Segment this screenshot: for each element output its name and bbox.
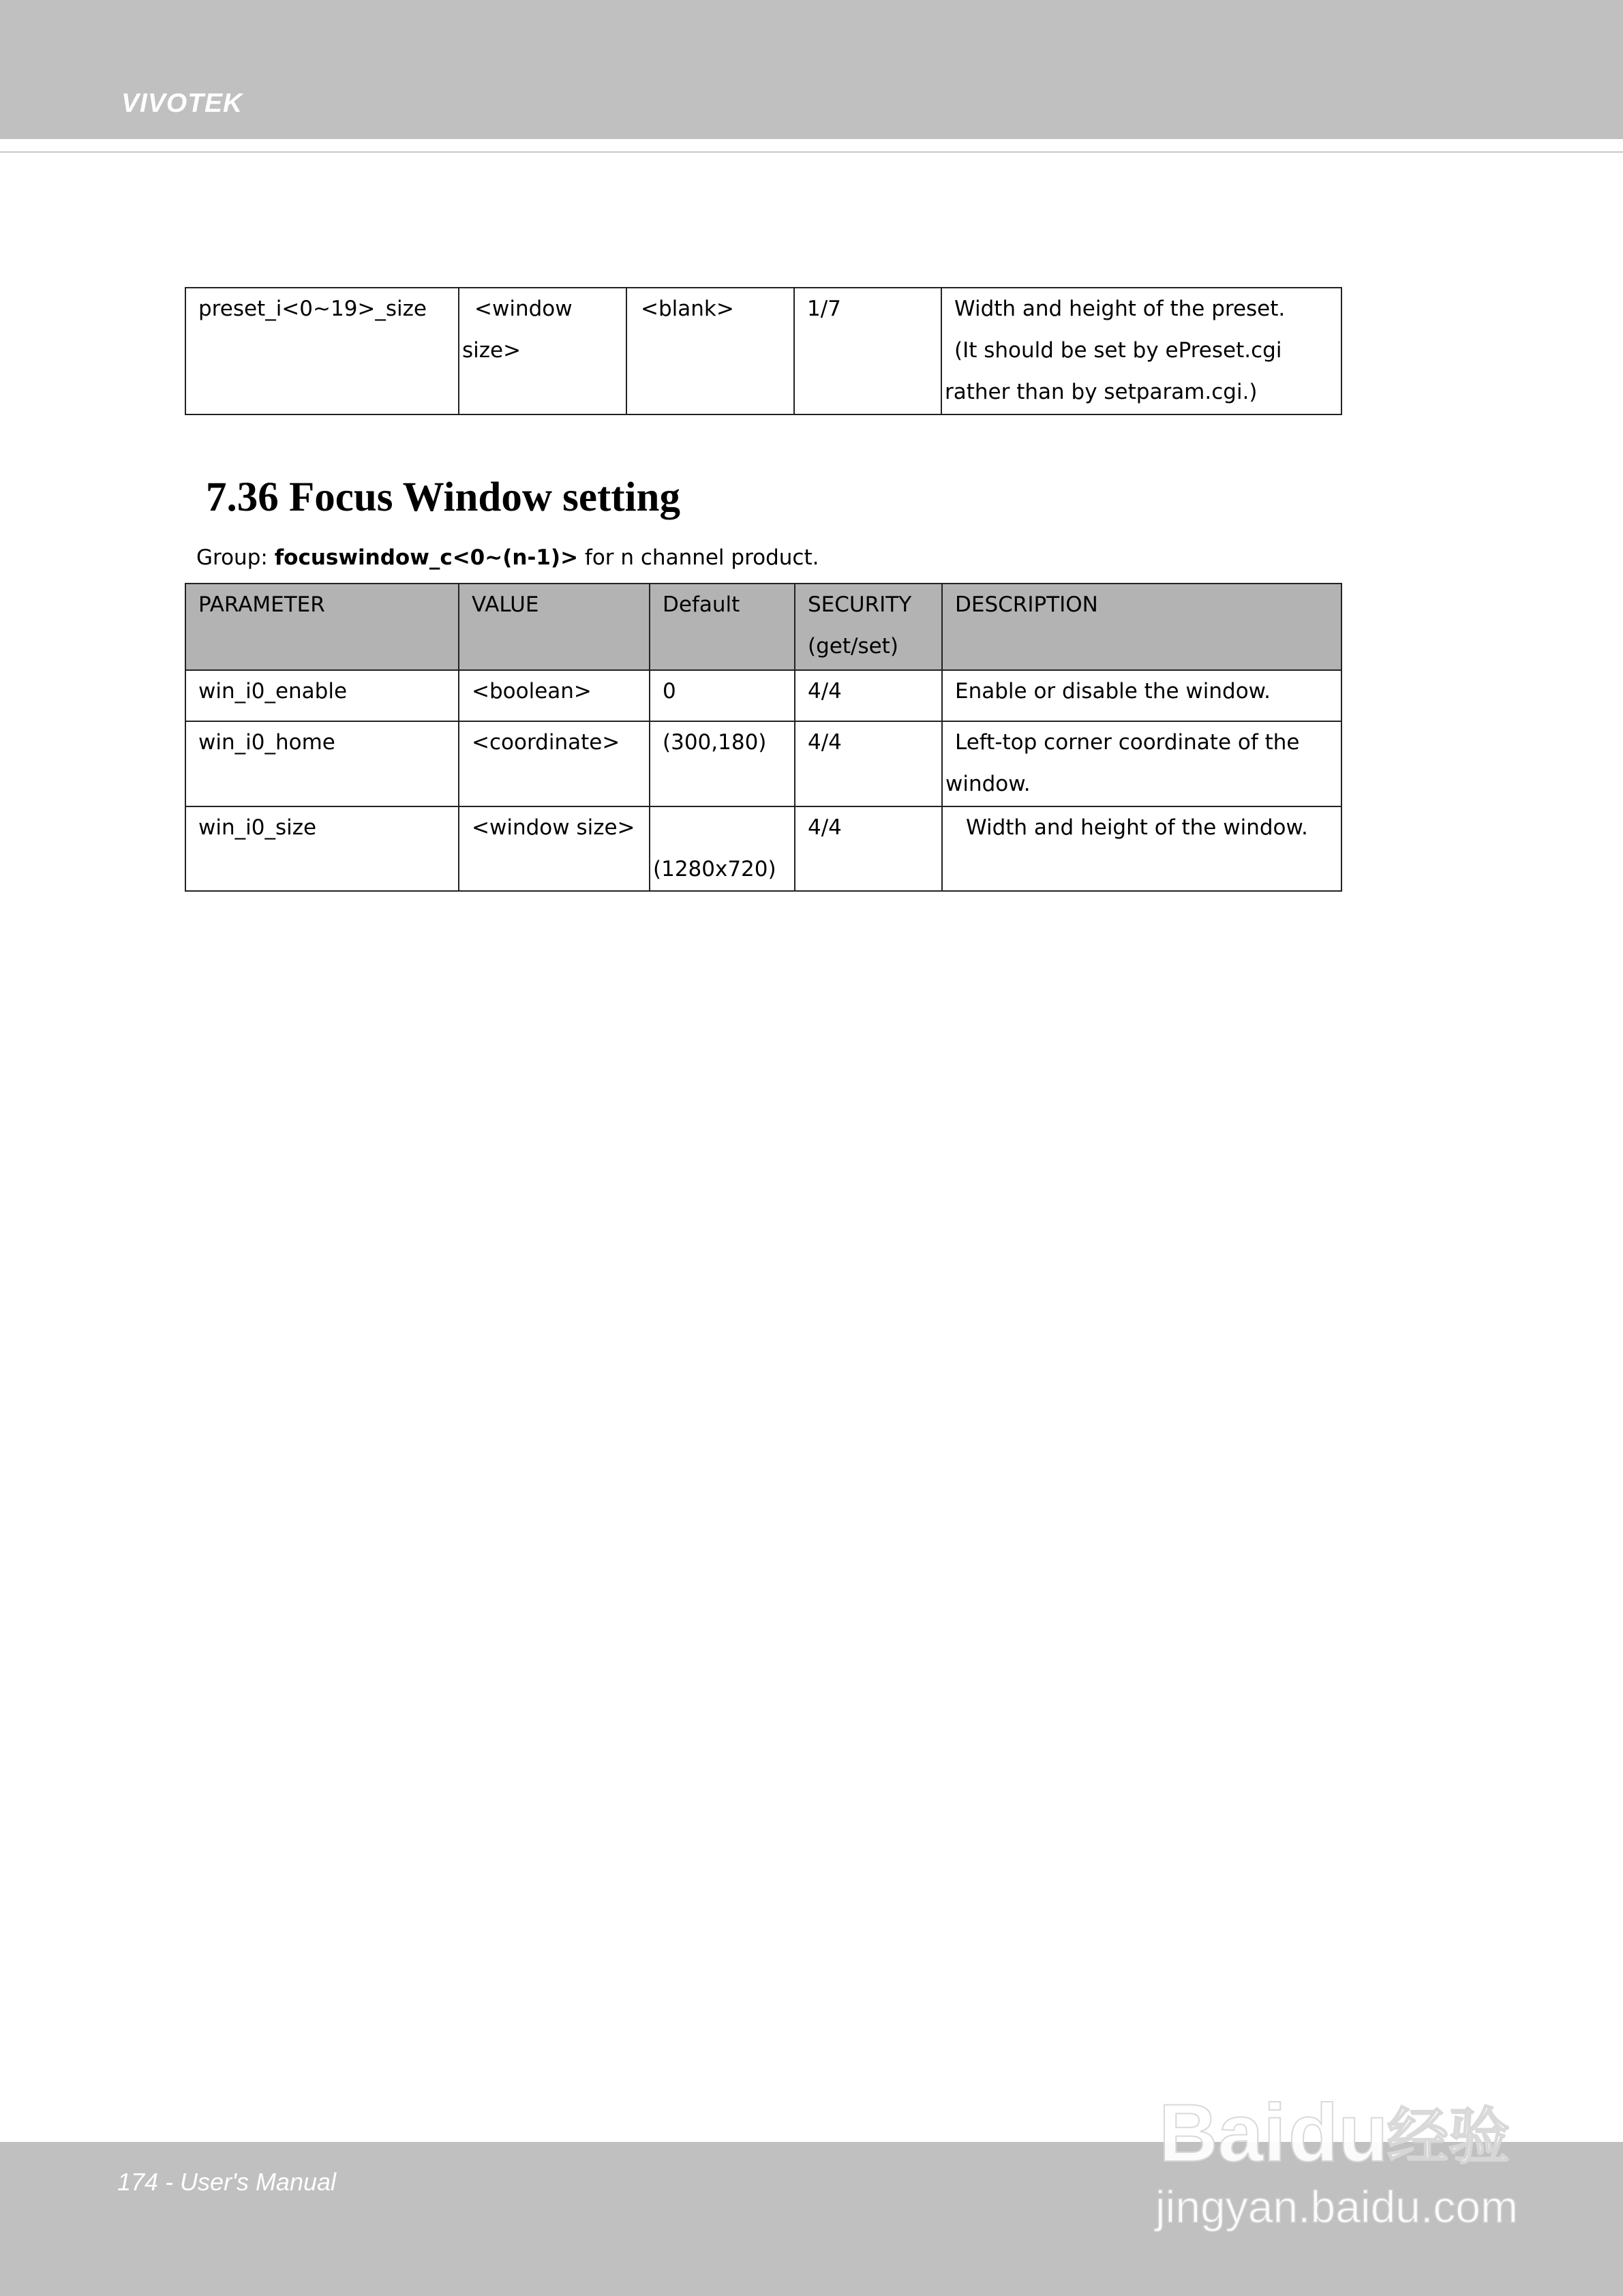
parameter-text: win_i0_enable xyxy=(198,679,348,704)
svg-text:经验: 经验 xyxy=(1387,2101,1510,2173)
security-cell xyxy=(795,670,942,721)
header-value-text: VALUE xyxy=(472,592,539,617)
header-security-text-line: (get/set) xyxy=(808,634,898,659)
group-description xyxy=(196,545,819,570)
value-text: <window size> xyxy=(472,815,635,840)
header-security-text-line: SECURITY xyxy=(808,592,912,617)
header-cell-description xyxy=(942,584,1341,670)
security-cell xyxy=(794,288,941,414)
default-cell xyxy=(626,288,794,414)
description-cell xyxy=(942,670,1341,721)
description-text-line: Width and height of the preset. xyxy=(954,297,1286,321)
default-cell xyxy=(650,670,795,721)
default-text: <blank> xyxy=(641,297,734,321)
default-text: (300,180) xyxy=(663,730,767,755)
group-suffix: for n channel product. xyxy=(578,545,819,570)
section-title: 7.36 Focus Window setting xyxy=(206,474,680,520)
description-text-line: Left-top corner coordinate of the xyxy=(955,730,1300,755)
parameter-cell xyxy=(185,721,459,806)
value-cell xyxy=(459,721,650,806)
parameter-text: preset_i<0~19>_size xyxy=(198,297,427,321)
table-header-row xyxy=(185,584,1341,670)
page-header-band xyxy=(0,0,1623,139)
group-prefix: Group: xyxy=(196,545,275,570)
security-text: 4/4 xyxy=(808,679,842,704)
svg-text:du: du xyxy=(1288,2087,1389,2179)
parameter-cell xyxy=(185,806,459,891)
parameter-cell xyxy=(185,288,459,414)
value-cell xyxy=(459,288,626,414)
header-default-text: Default xyxy=(663,592,740,617)
description-text: Enable or disable the window. xyxy=(955,679,1271,704)
brand-logo-text: VIVOTEK xyxy=(121,89,243,118)
baidu-watermark-logo xyxy=(1152,2049,1534,2246)
security-text: 4/4 xyxy=(808,730,842,755)
description-cell xyxy=(941,288,1341,414)
header-cell-security xyxy=(795,584,942,670)
default-cell xyxy=(650,806,795,891)
table-row xyxy=(185,670,1341,721)
description-text: Width and height of the window. xyxy=(966,815,1308,840)
header-cell-default xyxy=(650,584,795,670)
security-text: 1/7 xyxy=(807,297,841,321)
header-cell-parameter xyxy=(185,584,459,670)
value-text: <coordinate> xyxy=(472,730,620,755)
security-cell xyxy=(795,721,942,806)
preset-table xyxy=(185,287,1342,415)
parameter-text: win_i0_size xyxy=(198,815,317,840)
value-cell xyxy=(459,670,650,721)
parameter-text: win_i0_home xyxy=(198,730,335,755)
parameter-cell xyxy=(185,670,459,721)
description-text-line: (It should be set by ePreset.cgi xyxy=(954,338,1282,363)
header-divider xyxy=(0,151,1623,153)
description-cell xyxy=(942,806,1341,891)
value-cell xyxy=(459,806,650,891)
description-text-line: rather than by setparam.cgi.) xyxy=(945,380,1258,404)
default-text: 0 xyxy=(663,679,676,704)
page-number-label: 174 - User's Manual xyxy=(117,2168,337,2196)
table-row xyxy=(185,806,1341,891)
header-description-text: DESCRIPTION xyxy=(955,592,1098,617)
default-cell xyxy=(650,721,795,806)
value-text-line: size> xyxy=(462,338,521,363)
group-name: focuswindow_c<0~(n-1)> xyxy=(274,545,579,570)
description-cell xyxy=(942,721,1341,806)
description-text-line: window. xyxy=(945,772,1031,796)
focus-window-table xyxy=(185,583,1342,892)
security-cell xyxy=(795,806,942,891)
header-cell-value xyxy=(459,584,650,670)
table-row xyxy=(185,721,1341,806)
security-text: 4/4 xyxy=(808,815,842,840)
value-text: <boolean> xyxy=(472,679,592,704)
svg-text:Bai: Bai xyxy=(1159,2087,1286,2179)
value-text-line: <window xyxy=(474,297,573,321)
table-row xyxy=(185,288,1341,414)
header-parameter-text: PARAMETER xyxy=(198,592,325,617)
default-text: (1280x720) xyxy=(653,857,776,881)
svg-text:jingyan.baidu.com: jingyan.baidu.com xyxy=(1155,2181,1518,2232)
